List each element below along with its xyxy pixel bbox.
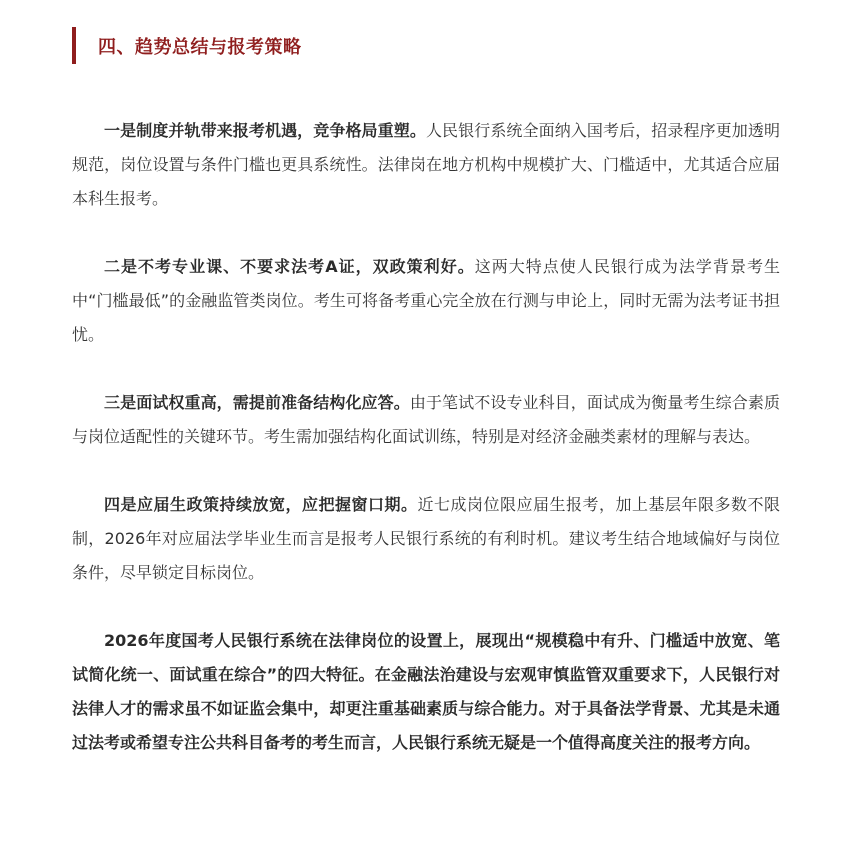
paragraph-2-lead: 二是不考专业课、不要求法考A证，双政策利好。 bbox=[104, 257, 475, 276]
paragraph-4 bbox=[72, 488, 780, 590]
paragraph-1-body: 人民银行系统全面纳入国考后，招录程序更加透明规范，岗位设置与条件门槛也更具系统性。法律岗在地方机构中规模扩大、门槛适中，尤其适合应届本科生报考。 bbox=[72, 121, 780, 208]
section-header bbox=[72, 27, 302, 64]
paragraph-3-lead: 三是面试权重高，需提前准备结构化应答。 bbox=[104, 393, 410, 412]
paragraph-3 bbox=[72, 386, 780, 454]
paragraph-4-body: 近七成岗位限应届生报考，加上基层年限多数不限制，2026年对应届法学毕业生而言是报考人民银行系统的有利时机。建议考生结合地域偏好与岗位条件，尽早锁定目标岗位。 bbox=[72, 495, 780, 582]
paragraph-1-lead: 一是制度并轨带来报考机遇，竞争格局重塑。 bbox=[104, 121, 426, 140]
paragraph-4-lead: 四是应届生政策持续放宽，应把握窗口期。 bbox=[104, 495, 418, 514]
section-title: 四、趋势总结与报考策略 bbox=[98, 36, 302, 58]
paragraph-1 bbox=[72, 114, 780, 216]
paragraph-2-body: 这两大特点使人民银行成为法学背景考生中“门槛最低”的金融监管类岗位。考生可将备考重心完全放在行测与申论上，同时无需为法考证书担忧。 bbox=[72, 257, 780, 344]
paragraph-2 bbox=[72, 250, 780, 352]
paragraph-3-body: 由于笔试不设专业科目，面试成为衡量考生综合素质与岗位适配性的关键环节。考生需加强结构化面试训练，特别是对经济金融类素材的理解与表达。 bbox=[72, 393, 780, 446]
article-body bbox=[72, 114, 780, 794]
summary-paragraph: 2026年度国考人民银行系统在法律岗位的设置上，展现出“规模稳中有升、门槛适中放宽、笔试简化统一、面试重在综合”的四大特征。在金融法治建设与宏观审慎监管双重要求下，人民银行对法律人才的需求虽不如证监会集中，却更注重基础素质与综合能力。对于具备法学背景、尤其是未通过法考或希望专注公共科目备考的考生而言，人民银行系统无疑是一个值得高度关注的报考方向。 bbox=[72, 631, 780, 752]
